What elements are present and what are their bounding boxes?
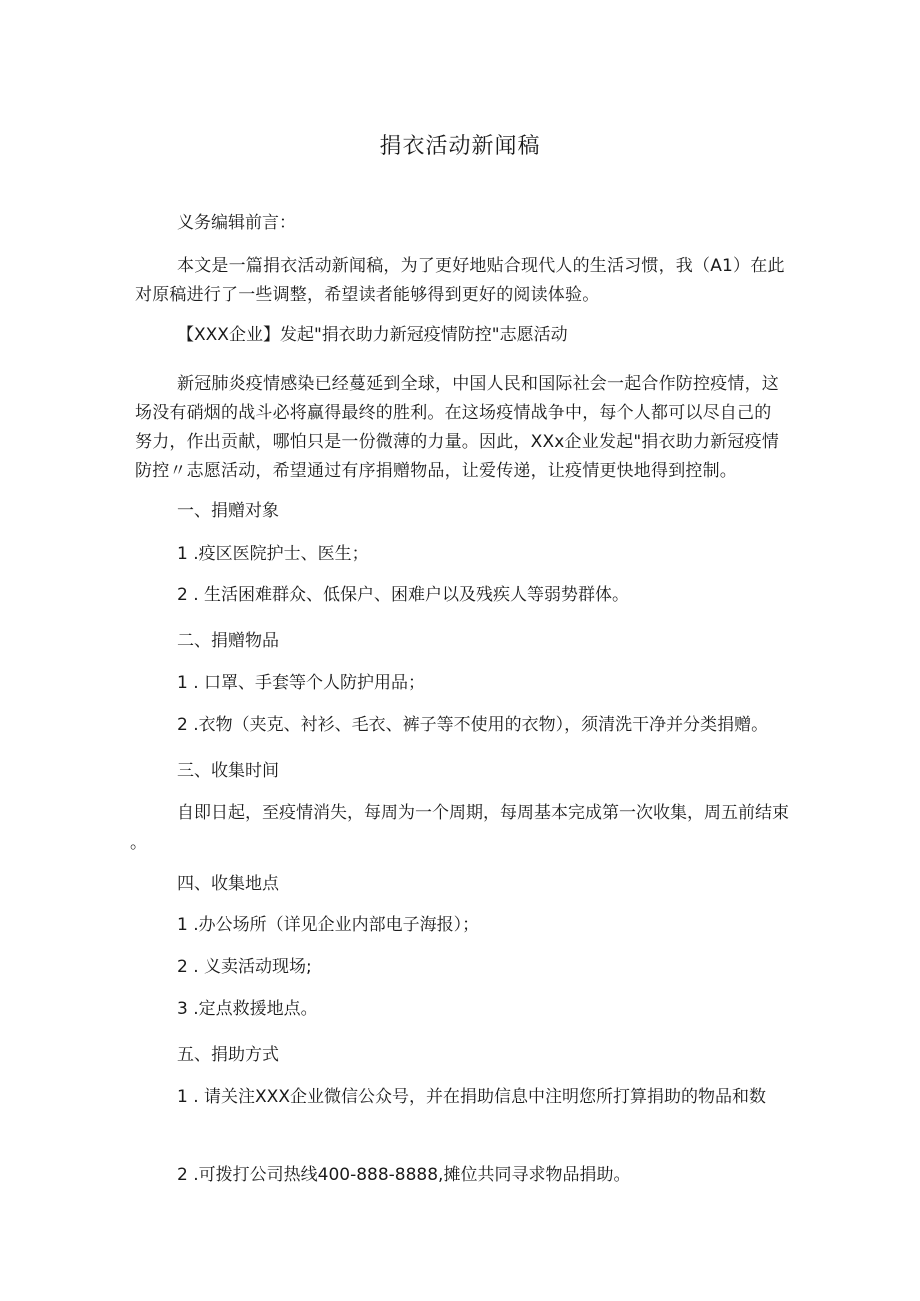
list-item: 1 .疫区医院护士、医生； bbox=[177, 544, 369, 564]
section-heading-method: 五、捐助方式 bbox=[177, 1045, 279, 1065]
headline: 【XXX企业】发起"捐衣助力新冠疫情防控"志愿活动 bbox=[177, 325, 568, 345]
collection-time-text: 自即日起，至疫情消失，每周为一个周期，每周基本完成第一次收集，周五前结束 bbox=[177, 803, 789, 823]
page-title: 捐衣活动新闻稿 bbox=[379, 134, 541, 159]
list-item: 2 .可拨打公司热线400-888-8888,摊位共同寻求物品捐助。 bbox=[177, 1165, 631, 1185]
list-item: 2 .衣物（夹克、衬衫、毛衣、裤子等不使用的衣物），须清洗干净并分类捐赠。 bbox=[177, 715, 769, 735]
section-heading-time: 三、收集时间 bbox=[177, 761, 279, 781]
list-item: 1 . 请关注XXX企业微信公众号，并在捐助信息中注明您所打算捐助的物品和数 bbox=[177, 1087, 766, 1107]
list-item: 1 .办公场所（详见企业内部电子海报）； bbox=[177, 915, 480, 935]
list-item: 1 . 口罩、手套等个人防护用品； bbox=[177, 673, 426, 693]
section-heading-recipients: 一、捐赠对象 bbox=[177, 501, 279, 521]
section-heading-items: 二、捐赠物品 bbox=[177, 631, 279, 651]
section-heading-location: 四、收集地点 bbox=[177, 874, 279, 894]
collection-time-tail: 。 bbox=[130, 833, 147, 853]
list-item: 2 . 生活困难群众、低保户、困难户以及残疾人等弱势群体。 bbox=[177, 585, 630, 605]
preface-heading: 义务编辑前言： bbox=[177, 213, 296, 233]
preface-paragraph: 本文是一篇捐衣活动新闻稿，为了更好地贴合现代人的生活习惯，我（A1）在此对原稿进行了一些调整，希望读者能够得到更好的阅读体验。 bbox=[135, 256, 785, 305]
list-item: 2 . 义卖活动现场; bbox=[177, 957, 312, 977]
list-item: 3 .定点救援地点。 bbox=[177, 999, 318, 1019]
intro-paragraph: 新冠肺炎疫情感染已经蔓延到全球，中国人民和国际社会一起合作防控疫情，这场没有硝烟的战斗必将赢得最终的胜利。在这场疫情战争中，每个人都可以尽自己的努力，作出贡献，哪怕只是一份微薄的力量。因此，XXx企业发起"捐衣助力新冠疫情防控〃志愿活动，希望通过有序捐赠物品，让爱传递，让疫情更快地得到控制。 bbox=[135, 374, 779, 481]
